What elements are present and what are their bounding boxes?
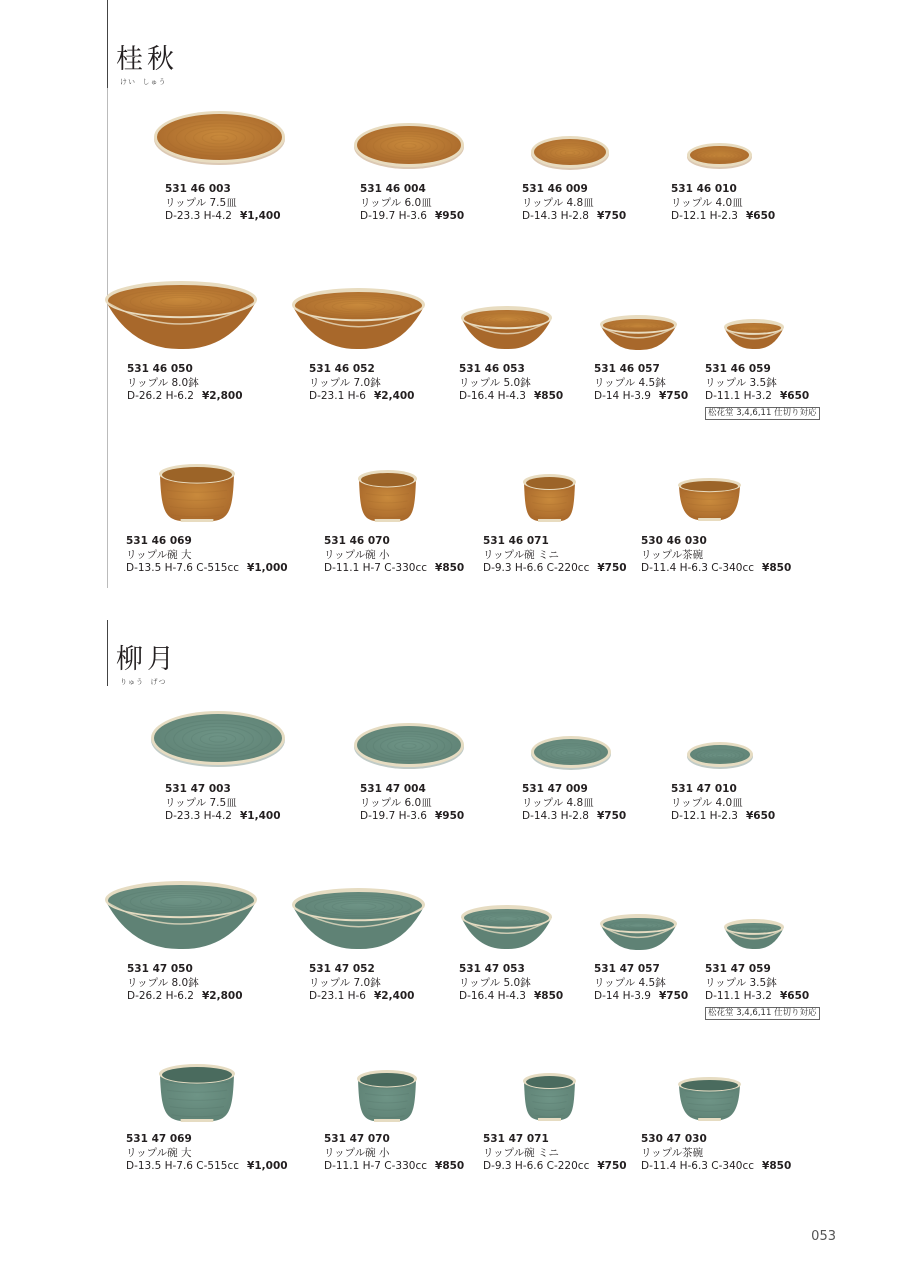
product-spec-line bbox=[309, 990, 415, 1004]
product-price: ¥650 bbox=[779, 390, 810, 402]
product-code: 530 47 030 bbox=[641, 1133, 707, 1145]
product-spec: D-11.1 H-3.2 bbox=[705, 990, 772, 1002]
product-name: リップル 3.5鉢 bbox=[705, 976, 777, 989]
product-name: リップル 7.5皿 bbox=[165, 196, 237, 209]
product-spec: D-23.1 H-6 bbox=[309, 390, 366, 402]
product-label bbox=[641, 1133, 791, 1174]
product-spec: D-11.1 H-3.2 bbox=[705, 390, 772, 402]
product-label bbox=[594, 363, 688, 404]
product-label bbox=[324, 535, 464, 576]
product-name: リップル 3.5鉢 bbox=[705, 376, 777, 389]
product-price: ¥850 bbox=[533, 390, 564, 402]
product-name: リップル 4.8皿 bbox=[522, 196, 594, 209]
product-image-cup bbox=[356, 1069, 418, 1123]
product-name: リップル茶碗 bbox=[641, 1146, 704, 1159]
product-image-cup bbox=[158, 1063, 236, 1123]
product-code: 531 46 050 bbox=[127, 363, 193, 375]
product-spec-line bbox=[127, 990, 243, 1004]
product-price: ¥650 bbox=[745, 810, 776, 822]
product-code: 531 47 053 bbox=[459, 963, 525, 975]
product-label bbox=[522, 183, 626, 224]
product-name: リップル 4.0皿 bbox=[671, 796, 743, 809]
product-code: 531 46 059 bbox=[705, 363, 771, 375]
product-spec: D-13.5 H-7.6 C-515cc bbox=[126, 1160, 240, 1172]
product-image-bowl bbox=[291, 887, 426, 950]
product-price: ¥750 bbox=[658, 390, 689, 402]
product-spec-line bbox=[126, 562, 288, 576]
product-spec: D-19.7 H-3.6 bbox=[360, 210, 427, 222]
product-code: 531 47 009 bbox=[522, 783, 588, 795]
product-image-cup bbox=[522, 473, 577, 523]
product-spec: D-11.1 H-7 C-330cc bbox=[324, 1160, 428, 1172]
product-code: 531 47 004 bbox=[360, 783, 426, 795]
product-name: リップル 7.5皿 bbox=[165, 796, 237, 809]
product-code: 531 47 071 bbox=[483, 1133, 549, 1145]
product-code: 531 46 009 bbox=[522, 183, 588, 195]
product-spec-line bbox=[360, 810, 464, 824]
product-image-plate bbox=[686, 140, 753, 170]
product-spec: D-23.1 H-6 bbox=[309, 990, 366, 1002]
product-price: ¥1,000 bbox=[247, 1160, 288, 1172]
product-price: ¥750 bbox=[658, 990, 689, 1002]
product-spec-line bbox=[705, 390, 809, 404]
product-spec-line bbox=[671, 810, 775, 824]
product-image-bowl bbox=[104, 880, 258, 950]
section-title-ruby: けい しゅう bbox=[120, 78, 167, 86]
product-label bbox=[594, 963, 688, 1004]
product-label bbox=[522, 783, 626, 824]
product-price: ¥950 bbox=[434, 810, 465, 822]
product-image-plate bbox=[686, 739, 754, 770]
product-label bbox=[641, 535, 791, 576]
section-title-ruby: りゅう げつ bbox=[120, 678, 167, 686]
product-spec: D-14 H-3.9 bbox=[594, 390, 651, 402]
product-label bbox=[126, 535, 288, 576]
product-price: ¥750 bbox=[596, 810, 627, 822]
product-label bbox=[483, 1133, 627, 1174]
product-image-teabowl bbox=[677, 477, 742, 522]
product-label bbox=[165, 783, 281, 824]
product-note: 松花堂 3,4,6,11 仕切り対応 bbox=[705, 1007, 820, 1020]
product-image-bowl bbox=[723, 318, 785, 350]
product-spec: D-14.3 H-2.8 bbox=[522, 210, 589, 222]
product-label bbox=[705, 963, 809, 1004]
product-spec-line bbox=[522, 810, 626, 824]
product-name: リップル 6.0皿 bbox=[360, 196, 432, 209]
product-spec-line bbox=[324, 562, 464, 576]
product-image-plate bbox=[530, 133, 610, 171]
section-title: 桂秋 bbox=[116, 44, 178, 75]
product-label bbox=[459, 363, 563, 404]
product-price: ¥750 bbox=[597, 562, 627, 574]
product-price: ¥850 bbox=[435, 1160, 465, 1172]
product-code: 530 46 030 bbox=[641, 535, 707, 547]
product-name: リップル 8.0鉢 bbox=[127, 976, 199, 989]
product-image-bowl bbox=[460, 305, 553, 350]
product-price: ¥2,800 bbox=[201, 390, 243, 402]
product-price: ¥2,800 bbox=[201, 990, 243, 1002]
product-code: 531 46 053 bbox=[459, 363, 525, 375]
product-label bbox=[127, 963, 243, 1004]
product-spec-line bbox=[483, 562, 627, 576]
product-image-cup bbox=[158, 463, 236, 523]
section-title: 柳月 bbox=[116, 644, 178, 675]
product-price: ¥850 bbox=[533, 990, 564, 1002]
product-label bbox=[705, 363, 809, 404]
product-name: リップル 7.0鉢 bbox=[309, 976, 381, 989]
product-price: ¥1,400 bbox=[239, 810, 281, 822]
product-image-cup bbox=[357, 469, 418, 523]
product-code: 531 46 010 bbox=[671, 183, 737, 195]
product-spec: D-11.4 H-6.3 C-340cc bbox=[641, 1160, 755, 1172]
product-code: 531 47 057 bbox=[594, 963, 660, 975]
product-code: 531 46 071 bbox=[483, 535, 549, 547]
product-spec: D-13.5 H-7.6 C-515cc bbox=[126, 562, 240, 574]
product-spec-line bbox=[671, 210, 775, 224]
page-number: 053 bbox=[811, 1229, 836, 1244]
product-code: 531 46 052 bbox=[309, 363, 375, 375]
product-image-cup bbox=[522, 1072, 577, 1122]
product-spec-line bbox=[459, 990, 563, 1004]
product-code: 531 46 069 bbox=[126, 535, 192, 547]
product-spec: D-16.4 H-4.3 bbox=[459, 390, 526, 402]
product-label bbox=[671, 783, 775, 824]
product-image-bowl bbox=[291, 287, 426, 350]
product-name: リップル 4.5鉢 bbox=[594, 376, 666, 389]
product-code: 531 46 070 bbox=[324, 535, 390, 547]
product-image-plate bbox=[353, 120, 465, 170]
product-spec: D-12.1 H-2.3 bbox=[671, 210, 738, 222]
product-spec-line bbox=[641, 562, 791, 576]
product-spec: D-12.1 H-2.3 bbox=[671, 810, 738, 822]
product-code: 531 47 052 bbox=[309, 963, 375, 975]
product-name: リップル碗 小 bbox=[324, 1146, 390, 1159]
product-name: リップル碗 ミニ bbox=[483, 548, 559, 561]
product-spec-line bbox=[594, 390, 688, 404]
product-code: 531 46 057 bbox=[594, 363, 660, 375]
product-label bbox=[165, 183, 281, 224]
product-spec: D-23.3 H-4.2 bbox=[165, 210, 232, 222]
product-image-teabowl bbox=[677, 1076, 742, 1122]
product-image-bowl bbox=[723, 918, 785, 950]
product-label bbox=[360, 183, 464, 224]
product-name: リップル碗 大 bbox=[126, 1146, 192, 1159]
product-image-plate bbox=[530, 733, 612, 771]
product-price: ¥2,400 bbox=[373, 990, 415, 1002]
product-image-bowl bbox=[104, 280, 258, 350]
product-name: リップル 8.0鉢 bbox=[127, 376, 199, 389]
product-price: ¥750 bbox=[596, 210, 627, 222]
product-spec-line bbox=[126, 1160, 288, 1174]
product-price: ¥1,000 bbox=[247, 562, 288, 574]
product-spec-line bbox=[324, 1160, 464, 1174]
product-name: リップル茶碗 bbox=[641, 548, 704, 561]
product-spec: D-23.3 H-4.2 bbox=[165, 810, 232, 822]
product-name: リップル 4.8皿 bbox=[522, 796, 594, 809]
product-price: ¥850 bbox=[762, 1160, 792, 1172]
product-spec: D-11.4 H-6.3 C-340cc bbox=[641, 562, 755, 574]
product-spec-line bbox=[594, 990, 688, 1004]
product-code: 531 46 004 bbox=[360, 183, 426, 195]
product-code: 531 47 003 bbox=[165, 783, 231, 795]
product-name: リップル碗 ミニ bbox=[483, 1146, 559, 1159]
product-note: 松花堂 3,4,6,11 仕切り対応 bbox=[705, 407, 820, 420]
section-divider-line bbox=[107, 0, 108, 88]
product-code: 531 47 070 bbox=[324, 1133, 390, 1145]
product-name: リップル碗 大 bbox=[126, 548, 192, 561]
product-name: リップル 7.0鉢 bbox=[309, 376, 381, 389]
product-spec-line bbox=[165, 210, 281, 224]
product-price: ¥1,400 bbox=[239, 210, 281, 222]
product-name: リップル碗 小 bbox=[324, 548, 390, 561]
product-price: ¥850 bbox=[762, 562, 792, 574]
product-spec: D-16.4 H-4.3 bbox=[459, 990, 526, 1002]
product-image-bowl bbox=[599, 913, 678, 951]
product-code: 531 47 010 bbox=[671, 783, 737, 795]
product-spec-line bbox=[360, 210, 464, 224]
product-spec: D-11.1 H-7 C-330cc bbox=[324, 562, 428, 574]
product-label bbox=[483, 535, 627, 576]
product-image-bowl bbox=[599, 314, 678, 351]
product-spec: D-9.3 H-6.6 C-220cc bbox=[483, 562, 590, 574]
product-code: 531 46 003 bbox=[165, 183, 231, 195]
product-spec-line bbox=[705, 990, 809, 1004]
product-spec-line bbox=[459, 390, 563, 404]
section-divider-line bbox=[107, 620, 108, 686]
product-label bbox=[309, 963, 415, 1004]
product-label bbox=[459, 963, 563, 1004]
product-name: リップル 4.5鉢 bbox=[594, 976, 666, 989]
product-image-bowl bbox=[460, 904, 553, 950]
product-price: ¥2,400 bbox=[373, 390, 415, 402]
product-spec-line bbox=[483, 1160, 627, 1174]
product-label bbox=[127, 363, 243, 404]
product-price: ¥850 bbox=[435, 562, 465, 574]
product-spec: D-19.7 H-3.6 bbox=[360, 810, 427, 822]
product-spec-line bbox=[641, 1160, 791, 1174]
product-price: ¥650 bbox=[779, 990, 810, 1002]
product-spec: D-14.3 H-2.8 bbox=[522, 810, 589, 822]
product-label bbox=[360, 783, 464, 824]
product-spec: D-14 H-3.9 bbox=[594, 990, 651, 1002]
product-label bbox=[126, 1133, 288, 1174]
product-name: リップル 5.0鉢 bbox=[459, 376, 531, 389]
product-code: 531 47 050 bbox=[127, 963, 193, 975]
product-spec: D-26.2 H-6.2 bbox=[127, 390, 194, 402]
product-image-plate bbox=[353, 720, 465, 770]
product-name: リップル 4.0皿 bbox=[671, 196, 743, 209]
product-spec: D-9.3 H-6.6 C-220cc bbox=[483, 1160, 590, 1172]
product-spec: D-26.2 H-6.2 bbox=[127, 990, 194, 1002]
product-name: リップル 6.0皿 bbox=[360, 796, 432, 809]
product-price: ¥750 bbox=[597, 1160, 627, 1172]
product-code: 531 47 059 bbox=[705, 963, 771, 975]
product-spec-line bbox=[309, 390, 415, 404]
product-price: ¥950 bbox=[434, 210, 465, 222]
product-price: ¥650 bbox=[745, 210, 776, 222]
product-name: リップル 5.0鉢 bbox=[459, 976, 531, 989]
product-label bbox=[671, 183, 775, 224]
product-spec-line bbox=[522, 210, 626, 224]
product-image-plate bbox=[153, 108, 286, 166]
product-spec-line bbox=[165, 810, 281, 824]
product-code: 531 47 069 bbox=[126, 1133, 192, 1145]
product-label bbox=[324, 1133, 464, 1174]
product-spec-line bbox=[127, 390, 243, 404]
product-label bbox=[309, 363, 415, 404]
product-image-plate bbox=[150, 708, 286, 768]
